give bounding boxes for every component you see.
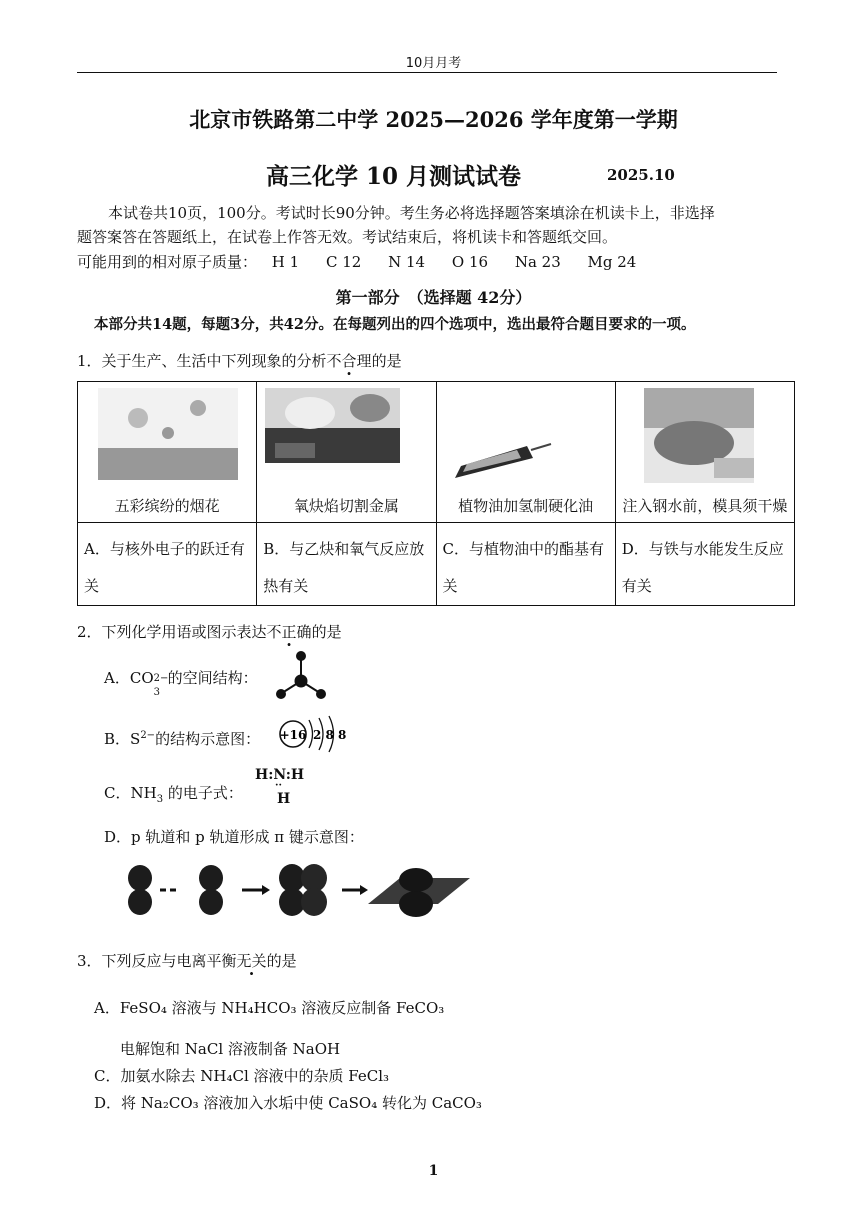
intro-line-1: 本试卷共10页，100分。考试时长90分钟。考生务必将选择题答案填涂在机读卡上，非选择 — [108, 204, 715, 222]
q1-option-d: D．与铁与水能发生反应有关 — [615, 523, 794, 606]
q3-stem-pre: 3．下列反应与电离平衡 — [77, 952, 237, 970]
q2-c-species: NH — [130, 784, 157, 802]
q1-stem-post: 的是 — [371, 352, 402, 370]
q1-option-c: C．与植物油中的酯基有关 — [436, 523, 615, 606]
caption-oxyacetylene: 氧炔焰切割金属 — [293, 497, 399, 515]
atomic-mass-label: 可能用到的相对原子质量： — [77, 253, 258, 271]
q2-d-text: p 轨道和 p 轨道形成 π 键示意图： — [131, 828, 364, 846]
q2-a-species: CO — [129, 669, 154, 687]
q1-cell-hydrogenation — [436, 382, 615, 523]
q2-b-species: S — [130, 730, 141, 748]
q2-b-text: 的结构示意图： — [155, 730, 261, 748]
atomic-mass-line — [77, 250, 797, 274]
oxyacetylene-photo — [265, 388, 400, 463]
q3-option-a: A．FeSO₄ 溶液与 NH₄HCO₃ 溶液反应制备 FeCO₃ — [94, 999, 445, 1017]
ammonia-lewis-structure-top: H:N:H — [255, 767, 305, 783]
caption-hydrogenation: 植物油加氢制硬化油 — [458, 497, 594, 515]
caption-molds: 注入钢水前，模具须干燥 — [622, 497, 788, 515]
part1-heading: 第一部分 （选择题 42分） — [335, 288, 532, 307]
q1-stem — [77, 350, 402, 371]
q3-stem-post: 的是 — [266, 952, 297, 970]
q3-option-c: C．加氨水除去 NH₄Cl 溶液中的杂质 FeCl₃ — [94, 1067, 390, 1085]
school-title: 北京市铁路第二中学 2025—2026 学年度第一学期 — [189, 107, 678, 132]
q2-b-label: B． — [104, 730, 131, 748]
mass-n: N 14 — [388, 253, 426, 271]
q2-a-charge: 2− — [153, 673, 169, 684]
q1-cell-oxyacetylene — [257, 382, 436, 523]
q2-c-text: 的电子式： — [163, 784, 243, 802]
exam-title: 高三化学 10 月测试试卷 — [266, 163, 522, 190]
q2-option-b — [104, 728, 260, 749]
sulfide-shell-electrons: 2 8 8 — [313, 728, 346, 742]
q1-cell-molds — [615, 382, 794, 523]
intro-line-2: 题答案答在答题纸上，在试卷上作答无效。考试结束后，将机读卡和答题纸交回。 — [77, 228, 618, 246]
q3-option-d: D．将 Na₂CO₃ 溶液加入水垢中使 CaSO₄ 转化为 CaCO₃ — [94, 1094, 482, 1112]
mass-h: H 1 — [271, 253, 300, 271]
q1-cell-fireworks — [78, 382, 257, 523]
q2-stem-pre: 2．下列化学用语或图示表达 — [77, 623, 267, 641]
page-number: 1 — [428, 1163, 439, 1179]
q3-option-b: 电解饱和 NaCl 溶液制备 NaOH — [120, 1040, 341, 1058]
q2-stem — [77, 621, 342, 642]
page-header: 10月月考 — [405, 56, 462, 71]
sulfide-nucleus-charge: +16 — [279, 728, 307, 742]
header-rule — [77, 72, 777, 73]
q2-option-d — [104, 826, 364, 847]
q2-option-a — [104, 667, 258, 698]
carbonate-trigonal-planar-model — [272, 648, 330, 702]
q2-d-label: D． — [104, 828, 132, 846]
q2-option-c — [104, 782, 243, 805]
q1-option-b: B．与乙炔和氧气反应放热有关 — [257, 523, 436, 606]
exam-date: 2025.10 — [607, 166, 675, 184]
q2-c-label: C． — [104, 784, 131, 802]
ammonia-lone-dots: ·· — [275, 780, 282, 791]
ammonia-lewis-structure-bottom: H — [277, 791, 291, 807]
q2-b-charge: 2− — [140, 730, 156, 741]
margarine-photo — [447, 388, 597, 480]
q3-stem — [77, 950, 297, 971]
q2-a-subscript: 3 — [153, 687, 160, 698]
mold-photo — [644, 388, 754, 483]
mass-mg: Mg 24 — [587, 253, 637, 271]
q2-a-text: 的空间结构： — [167, 669, 258, 687]
q1-stem-emphasis: 不合理 — [326, 352, 372, 370]
q2-c-subscript: 3 — [156, 794, 164, 805]
mass-na: Na 23 — [514, 253, 561, 271]
q2-a-label: A． — [104, 669, 130, 687]
q1-table — [77, 381, 795, 606]
q2-stem-post: 的是 — [311, 623, 342, 641]
q2-stem-emphasis: 不正确 — [266, 623, 312, 641]
q1-option-a: A．与核外电子的跃迁有关 — [78, 523, 257, 606]
sulfide-ion-structure-diagram — [276, 712, 346, 756]
mass-o: O 16 — [451, 253, 489, 271]
q1-stem-pre: 1．关于生产、生活中下列现象的分析 — [77, 352, 327, 370]
caption-fireworks: 五彩缤纷的烟花 — [114, 497, 220, 515]
q3-stem-emphasis: 无关 — [236, 952, 267, 970]
pi-bond-formation-diagram — [120, 856, 472, 922]
part1-instruction: 本部分共14题，每题3分，共42分。在每题列出的四个选项中，选出最符合题目要求的一项。 — [94, 316, 696, 333]
mass-c: C 12 — [325, 253, 362, 271]
fireworks-photo — [98, 388, 238, 480]
